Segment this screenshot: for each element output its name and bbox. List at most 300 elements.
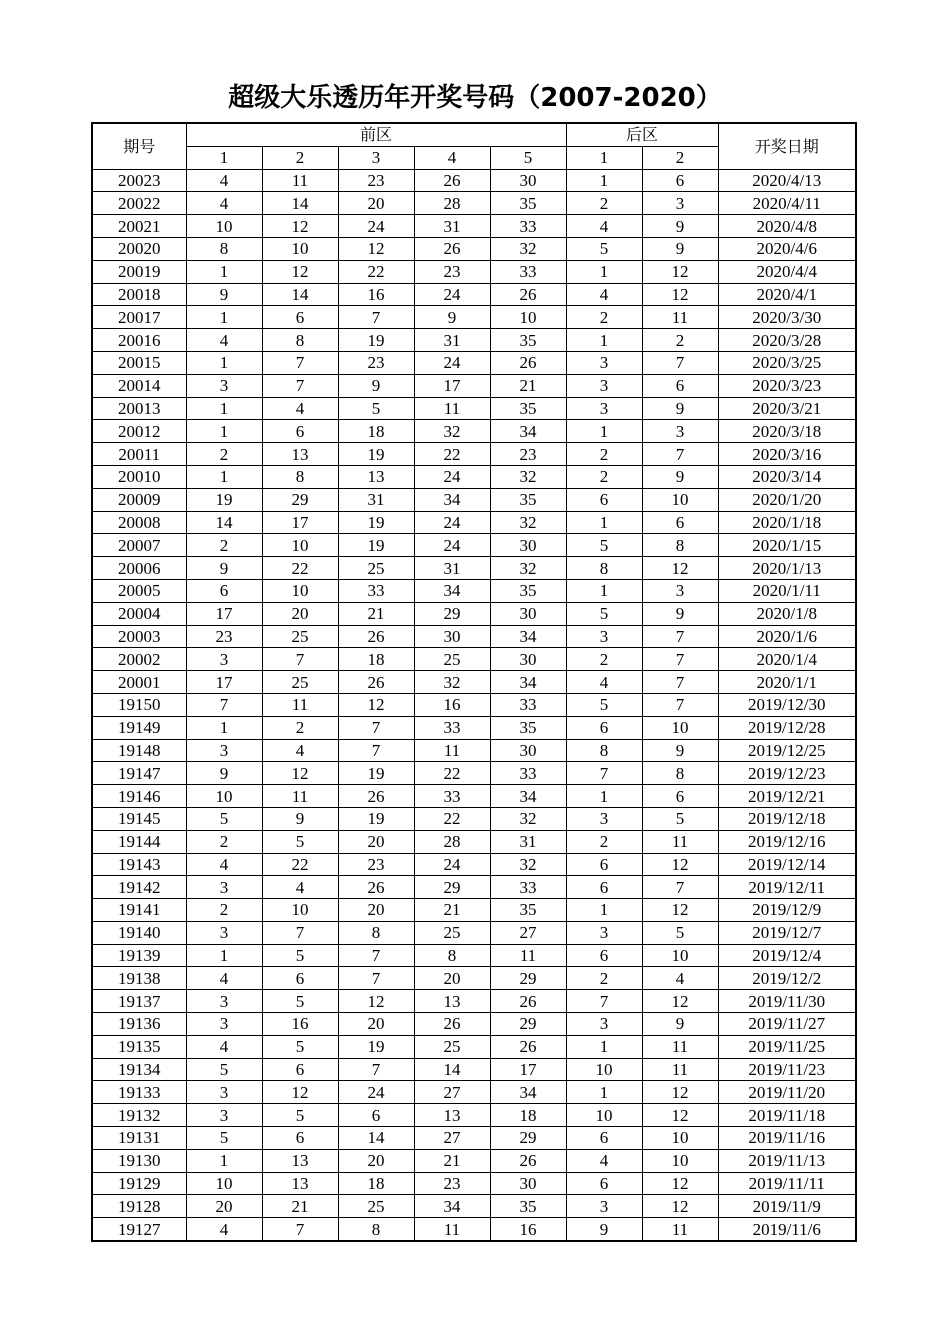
table-row xyxy=(92,602,856,625)
table-row xyxy=(92,693,856,716)
front-3-cell: 31 xyxy=(338,488,414,511)
front-2-cell: 11 xyxy=(262,693,338,716)
draw-date-cell: 2019/12/25 xyxy=(718,739,856,762)
issue-cell: 20018 xyxy=(92,283,186,306)
draw-date-cell: 2020/4/6 xyxy=(718,237,856,260)
back-2-cell: 6 xyxy=(642,511,718,534)
back-1-cell: 1 xyxy=(566,260,642,283)
issue-cell: 19139 xyxy=(92,944,186,967)
table-row xyxy=(92,990,856,1013)
front-1-cell: 9 xyxy=(186,557,262,580)
back-2-cell: 12 xyxy=(642,1195,718,1218)
draw-date-cell: 2019/12/4 xyxy=(718,944,856,967)
table-row xyxy=(92,260,856,283)
table-row xyxy=(92,1149,856,1172)
front-1-cell: 4 xyxy=(186,967,262,990)
issue-cell: 19127 xyxy=(92,1218,186,1241)
front-3-cell: 24 xyxy=(338,1081,414,1104)
back-2-cell: 6 xyxy=(642,374,718,397)
front-1-cell: 2 xyxy=(186,899,262,922)
front-4-cell: 26 xyxy=(414,169,490,192)
front-3-cell: 26 xyxy=(338,876,414,899)
front-1-cell: 3 xyxy=(186,374,262,397)
front-4-cell: 28 xyxy=(414,830,490,853)
table-row xyxy=(92,192,856,215)
draw-date-cell: 2020/1/6 xyxy=(718,625,856,648)
table-row xyxy=(92,1013,856,1036)
front-1-cell: 6 xyxy=(186,579,262,602)
issue-cell: 19130 xyxy=(92,1149,186,1172)
front-4-cell: 23 xyxy=(414,1172,490,1195)
issue-cell: 20005 xyxy=(92,579,186,602)
front-5-cell: 26 xyxy=(490,351,566,374)
back-1-cell: 5 xyxy=(566,237,642,260)
draw-date-cell: 2019/11/13 xyxy=(718,1149,856,1172)
front-5-cell: 35 xyxy=(490,192,566,215)
table-row xyxy=(92,511,856,534)
front-4-cell: 25 xyxy=(414,648,490,671)
draw-date-cell: 2020/1/15 xyxy=(718,534,856,557)
front-2-cell: 22 xyxy=(262,853,338,876)
draw-date-cell: 2020/4/8 xyxy=(718,215,856,238)
front-5-cell: 32 xyxy=(490,237,566,260)
front-5-cell: 33 xyxy=(490,762,566,785)
front-number-header: 5 xyxy=(490,146,566,169)
table-row xyxy=(92,397,856,420)
front-5-cell: 32 xyxy=(490,807,566,830)
front-4-cell: 17 xyxy=(414,374,490,397)
back-1-cell: 1 xyxy=(566,169,642,192)
front-5-cell: 29 xyxy=(490,1127,566,1150)
issue-cell: 20016 xyxy=(92,329,186,352)
front-5-cell: 23 xyxy=(490,443,566,466)
back-2-cell: 10 xyxy=(642,716,718,739)
back-1-cell: 2 xyxy=(566,830,642,853)
table-row xyxy=(92,215,856,238)
front-1-cell: 10 xyxy=(186,1172,262,1195)
issue-cell: 19138 xyxy=(92,967,186,990)
back-2-cell: 10 xyxy=(642,1149,718,1172)
back-2-cell: 8 xyxy=(642,534,718,557)
front-3-cell: 16 xyxy=(338,283,414,306)
table-row xyxy=(92,762,856,785)
table-row xyxy=(92,1218,856,1241)
front-2-cell: 12 xyxy=(262,762,338,785)
front-1-cell: 2 xyxy=(186,443,262,466)
front-2-cell: 7 xyxy=(262,921,338,944)
table-row xyxy=(92,1035,856,1058)
front-4-cell: 13 xyxy=(414,1104,490,1127)
issue-cell: 20010 xyxy=(92,465,186,488)
back-2-cell: 11 xyxy=(642,306,718,329)
back-2-cell: 12 xyxy=(642,1104,718,1127)
front-1-cell: 17 xyxy=(186,602,262,625)
draw-date-cell: 2019/12/14 xyxy=(718,853,856,876)
issue-cell: 19128 xyxy=(92,1195,186,1218)
table-row xyxy=(92,1081,856,1104)
front-1-cell: 1 xyxy=(186,465,262,488)
front-3-cell: 8 xyxy=(338,921,414,944)
front-3-cell: 19 xyxy=(338,534,414,557)
front-4-cell: 26 xyxy=(414,237,490,260)
front-5-cell: 29 xyxy=(490,1013,566,1036)
back-1-cell: 7 xyxy=(566,762,642,785)
front-2-cell: 13 xyxy=(262,443,338,466)
front-2-cell: 5 xyxy=(262,944,338,967)
table-row xyxy=(92,488,856,511)
draw-date-cell: 2020/4/11 xyxy=(718,192,856,215)
back-2-cell: 7 xyxy=(642,443,718,466)
table-row xyxy=(92,557,856,580)
front-4-cell: 31 xyxy=(414,557,490,580)
front-1-cell: 4 xyxy=(186,1035,262,1058)
front-2-cell: 4 xyxy=(262,876,338,899)
issue-cell: 20011 xyxy=(92,443,186,466)
draw-date-cell: 2020/3/16 xyxy=(718,443,856,466)
back-1-cell: 4 xyxy=(566,215,642,238)
front-3-cell: 20 xyxy=(338,1149,414,1172)
front-5-cell: 26 xyxy=(490,1035,566,1058)
issue-header: 期号 xyxy=(92,123,186,169)
table-row xyxy=(92,329,856,352)
front-3-cell: 21 xyxy=(338,602,414,625)
front-1-cell: 20 xyxy=(186,1195,262,1218)
back-2-cell: 9 xyxy=(642,602,718,625)
front-3-cell: 19 xyxy=(338,807,414,830)
draw-date-cell: 2019/12/21 xyxy=(718,785,856,808)
draw-date-cell: 2019/12/30 xyxy=(718,693,856,716)
back-number-header: 2 xyxy=(642,146,718,169)
front-4-cell: 34 xyxy=(414,579,490,602)
issue-cell: 19146 xyxy=(92,785,186,808)
draw-date-cell: 2020/1/4 xyxy=(718,648,856,671)
front-1-cell: 1 xyxy=(186,306,262,329)
issue-cell: 20015 xyxy=(92,351,186,374)
back-1-cell: 1 xyxy=(566,899,642,922)
back-2-cell: 4 xyxy=(642,967,718,990)
draw-date-cell: 2020/3/23 xyxy=(718,374,856,397)
back-2-cell: 5 xyxy=(642,921,718,944)
back-2-cell: 9 xyxy=(642,237,718,260)
draw-date-cell: 2020/1/11 xyxy=(718,579,856,602)
back-2-cell: 2 xyxy=(642,329,718,352)
issue-cell: 20014 xyxy=(92,374,186,397)
draw-date-cell: 2020/4/1 xyxy=(718,283,856,306)
front-4-cell: 31 xyxy=(414,329,490,352)
front-1-cell: 3 xyxy=(186,1013,262,1036)
front-3-cell: 22 xyxy=(338,260,414,283)
front-5-cell: 34 xyxy=(490,420,566,443)
front-5-cell: 32 xyxy=(490,511,566,534)
front-5-cell: 26 xyxy=(490,283,566,306)
front-1-cell: 3 xyxy=(186,648,262,671)
front-4-cell: 31 xyxy=(414,215,490,238)
front-1-cell: 3 xyxy=(186,1081,262,1104)
issue-cell: 20002 xyxy=(92,648,186,671)
front-3-cell: 24 xyxy=(338,215,414,238)
front-4-cell: 24 xyxy=(414,465,490,488)
back-1-cell: 3 xyxy=(566,351,642,374)
front-4-cell: 13 xyxy=(414,990,490,1013)
front-4-cell: 27 xyxy=(414,1127,490,1150)
front-1-cell: 1 xyxy=(186,716,262,739)
back-1-cell: 5 xyxy=(566,534,642,557)
front-4-cell: 25 xyxy=(414,1035,490,1058)
issue-cell: 20004 xyxy=(92,602,186,625)
front-5-cell: 29 xyxy=(490,967,566,990)
front-2-cell: 4 xyxy=(262,739,338,762)
front-4-cell: 26 xyxy=(414,1013,490,1036)
front-5-cell: 26 xyxy=(490,1149,566,1172)
back-2-cell: 9 xyxy=(642,397,718,420)
front-3-cell: 7 xyxy=(338,716,414,739)
back-1-cell: 3 xyxy=(566,1013,642,1036)
front-2-cell: 6 xyxy=(262,1058,338,1081)
front-1-cell: 1 xyxy=(186,1149,262,1172)
front-3-cell: 7 xyxy=(338,1058,414,1081)
back-1-cell: 8 xyxy=(566,739,642,762)
draw-date-cell: 2020/3/30 xyxy=(718,306,856,329)
draw-date-cell: 2019/12/11 xyxy=(718,876,856,899)
back-1-cell: 3 xyxy=(566,374,642,397)
table-row xyxy=(92,579,856,602)
front-4-cell: 23 xyxy=(414,260,490,283)
table-row xyxy=(92,716,856,739)
back-2-cell: 12 xyxy=(642,853,718,876)
front-1-cell: 5 xyxy=(186,1127,262,1150)
front-4-cell: 22 xyxy=(414,807,490,830)
issue-cell: 20008 xyxy=(92,511,186,534)
front-4-cell: 33 xyxy=(414,716,490,739)
back-2-cell: 12 xyxy=(642,283,718,306)
front-4-cell: 24 xyxy=(414,534,490,557)
back-1-cell: 2 xyxy=(566,465,642,488)
front-2-cell: 12 xyxy=(262,260,338,283)
front-1-cell: 1 xyxy=(186,944,262,967)
issue-cell: 19144 xyxy=(92,830,186,853)
back-2-cell: 7 xyxy=(642,351,718,374)
table-row xyxy=(92,876,856,899)
front-4-cell: 21 xyxy=(414,899,490,922)
front-1-cell: 4 xyxy=(186,192,262,215)
front-4-cell: 30 xyxy=(414,625,490,648)
front-3-cell: 26 xyxy=(338,671,414,694)
front-1-cell: 3 xyxy=(186,1104,262,1127)
front-3-cell: 7 xyxy=(338,967,414,990)
front-3-cell: 7 xyxy=(338,944,414,967)
front-2-cell: 10 xyxy=(262,534,338,557)
front-3-cell: 20 xyxy=(338,1013,414,1036)
front-2-cell: 25 xyxy=(262,625,338,648)
issue-cell: 19142 xyxy=(92,876,186,899)
front-2-cell: 13 xyxy=(262,1172,338,1195)
front-3-cell: 9 xyxy=(338,374,414,397)
front-number-header: 1 xyxy=(186,146,262,169)
front-4-cell: 16 xyxy=(414,693,490,716)
issue-cell: 19132 xyxy=(92,1104,186,1127)
table-row xyxy=(92,169,856,192)
front-5-cell: 34 xyxy=(490,785,566,808)
front-3-cell: 5 xyxy=(338,397,414,420)
table-row xyxy=(92,967,856,990)
front-4-cell: 28 xyxy=(414,192,490,215)
back-2-cell: 3 xyxy=(642,192,718,215)
back-1-cell: 10 xyxy=(566,1058,642,1081)
front-3-cell: 19 xyxy=(338,443,414,466)
back-1-cell: 6 xyxy=(566,1172,642,1195)
back-1-cell: 1 xyxy=(566,785,642,808)
table-row xyxy=(92,237,856,260)
issue-cell: 20012 xyxy=(92,420,186,443)
back-2-cell: 12 xyxy=(642,990,718,1013)
table-row xyxy=(92,625,856,648)
front-3-cell: 26 xyxy=(338,785,414,808)
front-3-cell: 20 xyxy=(338,899,414,922)
front-3-cell: 23 xyxy=(338,169,414,192)
draw-date-cell: 2019/11/9 xyxy=(718,1195,856,1218)
issue-cell: 19137 xyxy=(92,990,186,1013)
back-1-cell: 3 xyxy=(566,397,642,420)
front-1-cell: 17 xyxy=(186,671,262,694)
back-1-cell: 2 xyxy=(566,648,642,671)
front-3-cell: 20 xyxy=(338,192,414,215)
draw-date-cell: 2020/4/13 xyxy=(718,169,856,192)
front-1-cell: 4 xyxy=(186,169,262,192)
issue-cell: 19143 xyxy=(92,853,186,876)
back-1-cell: 2 xyxy=(566,306,642,329)
back-zone-header: 后区 xyxy=(566,123,718,146)
front-5-cell: 17 xyxy=(490,1058,566,1081)
front-5-cell: 11 xyxy=(490,944,566,967)
front-4-cell: 24 xyxy=(414,283,490,306)
front-1-cell: 3 xyxy=(186,921,262,944)
back-2-cell: 11 xyxy=(642,1058,718,1081)
front-4-cell: 14 xyxy=(414,1058,490,1081)
issue-cell: 19133 xyxy=(92,1081,186,1104)
draw-date-cell: 2019/12/2 xyxy=(718,967,856,990)
front-2-cell: 14 xyxy=(262,192,338,215)
front-3-cell: 18 xyxy=(338,1172,414,1195)
front-5-cell: 30 xyxy=(490,602,566,625)
draw-date-cell: 2019/12/28 xyxy=(718,716,856,739)
back-2-cell: 9 xyxy=(642,215,718,238)
front-5-cell: 16 xyxy=(490,1218,566,1241)
front-1-cell: 3 xyxy=(186,990,262,1013)
front-2-cell: 2 xyxy=(262,716,338,739)
back-1-cell: 2 xyxy=(566,192,642,215)
front-5-cell: 35 xyxy=(490,899,566,922)
draw-date-cell: 2020/1/13 xyxy=(718,557,856,580)
table-row xyxy=(92,443,856,466)
front-5-cell: 30 xyxy=(490,534,566,557)
front-2-cell: 22 xyxy=(262,557,338,580)
front-2-cell: 29 xyxy=(262,488,338,511)
back-2-cell: 7 xyxy=(642,693,718,716)
back-2-cell: 8 xyxy=(642,762,718,785)
front-2-cell: 21 xyxy=(262,1195,338,1218)
table-row xyxy=(92,420,856,443)
table-row xyxy=(92,465,856,488)
issue-cell: 19134 xyxy=(92,1058,186,1081)
back-2-cell: 10 xyxy=(642,488,718,511)
back-1-cell: 1 xyxy=(566,511,642,534)
draw-date-cell: 2019/11/20 xyxy=(718,1081,856,1104)
front-5-cell: 34 xyxy=(490,625,566,648)
front-3-cell: 18 xyxy=(338,420,414,443)
table-row xyxy=(92,648,856,671)
front-4-cell: 11 xyxy=(414,397,490,420)
front-5-cell: 33 xyxy=(490,693,566,716)
back-1-cell: 6 xyxy=(566,488,642,511)
back-1-cell: 1 xyxy=(566,1035,642,1058)
draw-date-cell: 2020/3/21 xyxy=(718,397,856,420)
front-4-cell: 24 xyxy=(414,853,490,876)
back-1-cell: 5 xyxy=(566,693,642,716)
issue-cell: 20017 xyxy=(92,306,186,329)
front-1-cell: 5 xyxy=(186,1058,262,1081)
front-5-cell: 35 xyxy=(490,579,566,602)
issue-cell: 19131 xyxy=(92,1127,186,1150)
back-2-cell: 7 xyxy=(642,648,718,671)
front-5-cell: 30 xyxy=(490,1172,566,1195)
front-5-cell: 30 xyxy=(490,169,566,192)
front-5-cell: 35 xyxy=(490,329,566,352)
front-4-cell: 24 xyxy=(414,511,490,534)
table-row xyxy=(92,830,856,853)
draw-date-cell: 2020/1/8 xyxy=(718,602,856,625)
draw-date-cell: 2019/12/18 xyxy=(718,807,856,830)
front-4-cell: 21 xyxy=(414,1149,490,1172)
front-2-cell: 5 xyxy=(262,990,338,1013)
front-2-cell: 7 xyxy=(262,351,338,374)
table-row xyxy=(92,785,856,808)
back-1-cell: 6 xyxy=(566,853,642,876)
front-4-cell: 34 xyxy=(414,1195,490,1218)
front-2-cell: 8 xyxy=(262,329,338,352)
table-row xyxy=(92,534,856,557)
front-number-header: 4 xyxy=(414,146,490,169)
table-row xyxy=(92,1058,856,1081)
front-4-cell: 32 xyxy=(414,671,490,694)
front-5-cell: 35 xyxy=(490,397,566,420)
draw-date-cell: 2020/3/25 xyxy=(718,351,856,374)
front-2-cell: 4 xyxy=(262,397,338,420)
back-2-cell: 11 xyxy=(642,830,718,853)
front-1-cell: 19 xyxy=(186,488,262,511)
back-1-cell: 3 xyxy=(566,807,642,830)
page-title: 超级大乐透历年开奖号码（2007-2020） xyxy=(228,83,722,113)
front-1-cell: 14 xyxy=(186,511,262,534)
front-2-cell: 17 xyxy=(262,511,338,534)
front-2-cell: 8 xyxy=(262,465,338,488)
issue-cell: 20007 xyxy=(92,534,186,557)
draw-date-cell: 2019/12/7 xyxy=(718,921,856,944)
front-1-cell: 7 xyxy=(186,693,262,716)
front-2-cell: 5 xyxy=(262,1035,338,1058)
issue-cell: 19145 xyxy=(92,807,186,830)
front-2-cell: 11 xyxy=(262,785,338,808)
front-5-cell: 30 xyxy=(490,648,566,671)
front-number-header: 2 xyxy=(262,146,338,169)
front-2-cell: 9 xyxy=(262,807,338,830)
front-5-cell: 33 xyxy=(490,876,566,899)
table-row xyxy=(92,283,856,306)
table-row xyxy=(92,899,856,922)
front-2-cell: 6 xyxy=(262,1127,338,1150)
front-5-cell: 35 xyxy=(490,488,566,511)
draw-date-cell: 2019/11/11 xyxy=(718,1172,856,1195)
back-number-header: 1 xyxy=(566,146,642,169)
